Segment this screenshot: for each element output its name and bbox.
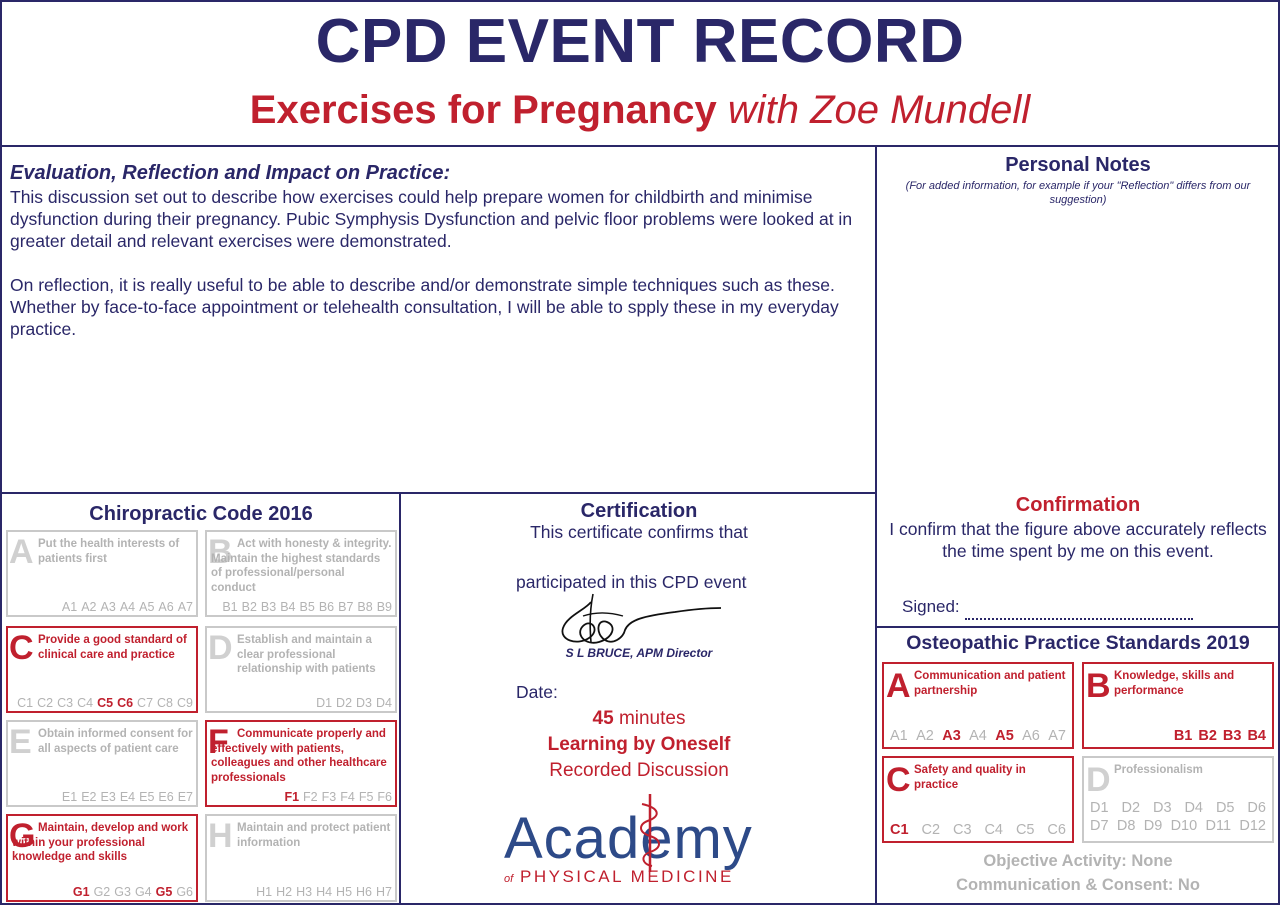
osteo-standard-a bbox=[882, 662, 1074, 749]
code-d4: D4 bbox=[376, 696, 392, 710]
code-d6: D6 bbox=[1247, 800, 1266, 816]
code-g5: G5 bbox=[155, 885, 173, 899]
code-b5: B5 bbox=[299, 600, 315, 614]
standard-letter: A bbox=[9, 533, 34, 571]
code-c2: C2 bbox=[37, 696, 54, 710]
code-h7: H7 bbox=[376, 885, 392, 899]
code-a7: A7 bbox=[1048, 728, 1066, 744]
standard-letter: D bbox=[1086, 761, 1111, 799]
code-b3: B3 bbox=[1222, 728, 1242, 744]
director-signature bbox=[555, 590, 725, 650]
evaluation-paragraph-1: This discussion set out to describe how exercises could help prepare women for childbirth and minimise dysfunction during their pregnancy. Pubic Symphysis Dysfunction and pelvic floor problems were looked at in greater detail and relevant exercises were demonstrated. bbox=[10, 187, 853, 251]
code-d9: D9 bbox=[1143, 818, 1163, 834]
osteo-standard-d bbox=[1082, 756, 1274, 843]
code-f6: F6 bbox=[377, 790, 392, 804]
standard-codes bbox=[280, 790, 392, 804]
code-d7: D7 bbox=[1090, 818, 1109, 834]
code-a4: A4 bbox=[969, 728, 987, 744]
standard-letter: D bbox=[208, 629, 233, 667]
standard-letter: H bbox=[208, 817, 233, 855]
code-g2: G2 bbox=[93, 885, 111, 899]
standard-description: Professionalism bbox=[1114, 764, 1203, 776]
osteo-standard-c bbox=[882, 756, 1074, 843]
code-a7: A7 bbox=[177, 600, 193, 614]
code-c2: C2 bbox=[921, 822, 941, 838]
logo-of: of bbox=[504, 873, 514, 885]
code-d4: D4 bbox=[1184, 800, 1203, 816]
code-a4: A4 bbox=[119, 600, 136, 614]
standard-codes bbox=[69, 885, 193, 899]
duration bbox=[402, 708, 876, 730]
osteo-standard-b bbox=[1082, 662, 1274, 749]
standard-letter: B bbox=[208, 533, 233, 571]
chiro-standard-c bbox=[6, 626, 198, 713]
signatory-name: S L BRUCE, APM Director bbox=[565, 646, 713, 660]
code-c9: C9 bbox=[177, 696, 193, 710]
standard-description: Act with honesty & integrity. Maintain the highest standards of professional/personal conduct bbox=[211, 538, 392, 594]
code-d3: D3 bbox=[1152, 800, 1172, 816]
confirmation-text: I confirm that the figure above accurately reflects the time spent by me on this event. bbox=[889, 519, 1267, 561]
standard-letter: C bbox=[886, 761, 911, 799]
code-h3: H3 bbox=[296, 885, 313, 899]
standard-letter: C bbox=[9, 629, 34, 667]
code-g1: G1 bbox=[72, 885, 90, 899]
code-h4: H4 bbox=[316, 885, 333, 899]
chiro-divider bbox=[399, 492, 401, 905]
code-d8: D8 bbox=[1116, 818, 1136, 834]
code-c5: C5 bbox=[1015, 822, 1035, 838]
code-b1: B1 bbox=[1173, 728, 1193, 744]
code-g6: G6 bbox=[176, 885, 193, 899]
standard-description: Put the health interests of patients first bbox=[38, 538, 180, 565]
code-a5: A5 bbox=[995, 728, 1014, 744]
standard-description: Provide a good standard of clinical care and practice bbox=[38, 634, 187, 661]
logo-sub: PHYSICAL MEDICINE bbox=[520, 867, 734, 886]
certification-heading: Certification bbox=[580, 500, 698, 522]
activity-type: Recorded Discussion bbox=[549, 760, 729, 781]
code-g3: G3 bbox=[114, 885, 131, 899]
course-name: Exercises for Pregnancy bbox=[249, 88, 717, 132]
code-d1: D1 bbox=[1090, 800, 1109, 816]
code-c3: C3 bbox=[57, 696, 74, 710]
code-c8: C8 bbox=[157, 696, 174, 710]
standard-description: Safety and quality in practice bbox=[914, 764, 1026, 791]
standard-codes bbox=[890, 822, 1066, 838]
code-a1: A1 bbox=[890, 728, 908, 744]
code-c1: C1 bbox=[890, 822, 909, 838]
learning-type: Learning by Oneself bbox=[547, 734, 731, 755]
code-a3: A3 bbox=[942, 728, 961, 744]
code-d5: D5 bbox=[1215, 800, 1235, 816]
code-b4: B4 bbox=[1247, 728, 1266, 744]
code-d11: D11 bbox=[1205, 818, 1232, 834]
standard-description: Communicate properly and effectively with patients, colleagues and other healthcare professionals bbox=[211, 728, 387, 784]
standard-description: Maintain and protect patient information bbox=[237, 822, 391, 849]
code-h2: H2 bbox=[276, 885, 293, 899]
standard-codes-row bbox=[1090, 818, 1266, 834]
code-d1: D1 bbox=[316, 696, 333, 710]
duration-unit: minutes bbox=[618, 708, 686, 729]
standard-letter: G bbox=[9, 817, 36, 855]
standard-description: Obtain informed consent for all aspects of patient care bbox=[38, 728, 193, 755]
personal-notes-subtitle: (For added information, for example if your "Reflection" differs from our suggestion) bbox=[905, 180, 1251, 206]
code-b3: B3 bbox=[260, 600, 277, 614]
standard-codes bbox=[58, 790, 193, 804]
code-e4: E4 bbox=[119, 790, 136, 804]
personal-notes-heading: Personal Notes bbox=[1005, 154, 1151, 176]
code-a2: A2 bbox=[81, 600, 97, 614]
code-c7: C7 bbox=[137, 696, 154, 710]
chiro-standard-e bbox=[6, 720, 198, 807]
academy-logo bbox=[500, 790, 790, 890]
code-d12: D12 bbox=[1239, 818, 1266, 834]
code-e3: E3 bbox=[100, 790, 116, 804]
evaluation-section bbox=[10, 162, 870, 362]
participated-text: participated in this CPD event bbox=[516, 572, 747, 592]
logo-word: Academy bbox=[504, 806, 753, 871]
osteo-heading: Osteopathic Practice Standards 2019 bbox=[906, 632, 1250, 654]
presenter: with Zoe Mundell bbox=[727, 88, 1031, 132]
evaluation-divider bbox=[0, 492, 876, 494]
code-h6: H6 bbox=[356, 885, 373, 899]
confirmation-heading: Confirmation bbox=[1015, 494, 1141, 516]
chiro-standard-g bbox=[6, 814, 198, 902]
standard-description: Establish and maintain a clear professional relationship with patients bbox=[237, 634, 376, 675]
code-h5: H5 bbox=[336, 885, 353, 899]
code-e2: E2 bbox=[81, 790, 97, 804]
standard-codes bbox=[218, 600, 392, 614]
standard-description: Knowledge, skills and performance bbox=[1114, 670, 1235, 697]
code-f1: F1 bbox=[284, 790, 300, 804]
code-b6: B6 bbox=[318, 600, 335, 614]
communication-consent: Communication & Consent: No bbox=[956, 876, 1200, 894]
code-c1: C1 bbox=[17, 696, 34, 710]
chiro-standard-a bbox=[6, 530, 198, 617]
course-title bbox=[0, 88, 1280, 133]
signature-line[interactable] bbox=[965, 618, 1193, 620]
standard-letter: B bbox=[1086, 667, 1111, 705]
code-b1: B1 bbox=[222, 600, 238, 614]
standard-description: Communication and patient partnership bbox=[914, 670, 1066, 697]
code-e7: E7 bbox=[177, 790, 193, 804]
code-e5: E5 bbox=[139, 790, 155, 804]
code-g4: G4 bbox=[134, 885, 152, 899]
chiro-heading: Chiropractic Code 2016 bbox=[89, 503, 313, 525]
code-a1: A1 bbox=[61, 600, 78, 614]
evaluation-paragraph-2: On reflection, it is really useful to be able to describe and/or demonstrate simple techniques such as these. Whether by face-to-face appointment or telehealth consultation, I will be able to spply these in my everyday practice. bbox=[10, 275, 839, 339]
code-f5: F5 bbox=[358, 790, 374, 804]
code-d2: D2 bbox=[336, 696, 353, 710]
code-b9: B9 bbox=[376, 600, 392, 614]
standard-codes bbox=[312, 696, 392, 710]
code-d10: D10 bbox=[1170, 818, 1198, 834]
code-b7: B7 bbox=[338, 600, 354, 614]
standard-codes-row bbox=[1090, 800, 1266, 816]
code-a3: A3 bbox=[100, 600, 116, 614]
code-a5: A5 bbox=[139, 600, 155, 614]
page-title: CPD EVENT RECORD bbox=[315, 7, 965, 76]
standard-letter: E bbox=[9, 723, 32, 761]
standard-letter: F bbox=[208, 723, 229, 761]
date-label: Date: bbox=[516, 682, 558, 702]
code-b4: B4 bbox=[280, 600, 296, 614]
chiro-standard-f bbox=[205, 720, 397, 807]
code-c6: C6 bbox=[117, 696, 134, 710]
evaluation-heading: Evaluation, Reflection and Impact on Practice: bbox=[10, 162, 451, 184]
code-d3: D3 bbox=[356, 696, 373, 710]
code-b8: B8 bbox=[357, 600, 373, 614]
certification-text: This certificate confirms that bbox=[530, 522, 748, 542]
code-d2: D2 bbox=[1121, 800, 1141, 816]
code-a6: A6 bbox=[158, 600, 174, 614]
standard-codes bbox=[13, 696, 193, 710]
standard-letter: A bbox=[886, 667, 911, 705]
confirmation-divider bbox=[876, 626, 1280, 628]
standard-codes bbox=[252, 885, 392, 899]
standard-codes bbox=[1090, 728, 1266, 744]
chiro-standard-h bbox=[205, 814, 397, 902]
standard-description: Maintain, develop and work within your professional knowledge and skills bbox=[12, 822, 189, 863]
code-a2: A2 bbox=[916, 728, 934, 744]
code-c6: C6 bbox=[1047, 822, 1066, 838]
code-c4: C4 bbox=[984, 822, 1003, 838]
code-b2: B2 bbox=[1198, 728, 1217, 744]
code-a6: A6 bbox=[1022, 728, 1040, 744]
code-h1: H1 bbox=[256, 885, 273, 899]
code-c4: C4 bbox=[77, 696, 94, 710]
chiro-standard-b bbox=[205, 530, 397, 617]
signed-label: Signed: bbox=[902, 597, 960, 616]
code-c5: C5 bbox=[97, 696, 114, 710]
chiro-standard-d bbox=[205, 626, 397, 713]
standard-codes bbox=[890, 728, 1066, 744]
code-f4: F4 bbox=[340, 790, 355, 804]
header-divider bbox=[0, 145, 1280, 147]
code-f3: F3 bbox=[321, 790, 337, 804]
code-c3: C3 bbox=[952, 822, 972, 838]
code-b2: B2 bbox=[241, 600, 257, 614]
code-e1: E1 bbox=[61, 790, 78, 804]
standard-codes bbox=[58, 600, 193, 614]
code-e6: E6 bbox=[158, 790, 174, 804]
objective-activity: Objective Activity: None bbox=[983, 852, 1173, 870]
duration-value: 45 bbox=[592, 708, 614, 729]
code-f2: F2 bbox=[303, 790, 318, 804]
